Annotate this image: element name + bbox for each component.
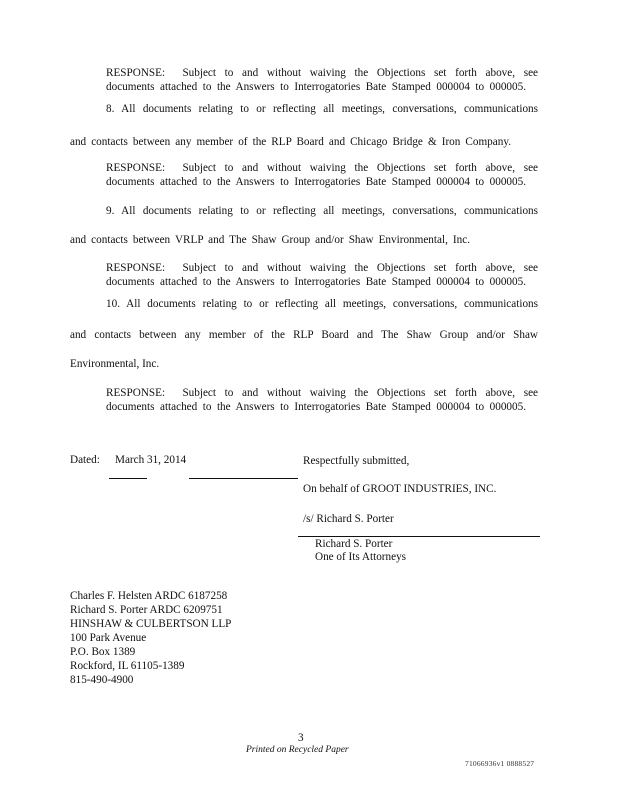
date-value: March 31, 2014 [115,454,187,466]
document-id: 71066936v1 0888527 [465,759,535,768]
response-10-line2: documents attached to the Answers to Interrogatories Bate Stamped 000004 to 000005. [106,401,526,413]
date-underline-short [109,478,147,479]
response-9-line1: RESPONSE: Subject to and without waiving the Objections set forth above, see [106,262,539,274]
address-street: 100 Park Avenue [70,632,147,644]
attorney-line-helsten: Charles F. Helsten ARDC 6187258 [70,590,228,602]
request-8-line2: and contacts between any member of the RLP Board and Chicago Bridge & Iron Company. [70,136,511,148]
request-10-line1: 10. All documents relating to or reflecting all meetings, conversations, communications [106,298,538,310]
request-9-line2: and contacts between VRLP and The Shaw Group and/or Shaw Environmental, Inc. [70,234,470,246]
phone-number: 815-490-4900 [70,674,134,686]
attorney-line-porter: Richard S. Porter ARDC 6209751 [70,604,223,616]
response-10-line1: RESPONSE: Subject to and without waiving the Objections set forth above, see [106,387,539,399]
dated-label: Dated: [70,454,100,466]
law-firm-name: HINSHAW & CULBERTSON LLP [70,618,232,630]
response-9-line2: documents attached to the Answers to Interrogatories Bate Stamped 000004 to 000005. [106,276,526,288]
request-10-line3: Environmental, Inc. [70,358,160,370]
attorney-role: One of Its Attorneys [315,551,407,563]
recycled-paper-note: Printed on Recycled Paper [246,745,349,755]
signature-line [298,536,540,537]
page-number: 3 [298,732,304,744]
request-8-line1: 8. All documents relating to or reflecting all meetings, conversations, communications [106,103,538,115]
request-9-line1: 9. All documents relating to or reflecting all meetings, conversations, communications [106,205,538,217]
response-8-line2: documents attached to the Answers to Interrogatories Bate Stamped 000004 to 000005. [106,176,526,188]
response-8-line1: RESPONSE: Subject to and without waiving the Objections set forth above, see [106,162,539,174]
address-po-box: P.O. Box 1389 [70,646,136,658]
respectfully-submitted: Respectfully submitted, [303,455,410,467]
date-underline-long [189,478,298,479]
response-7-line1: RESPONSE: Subject to and without waiving the Objections set forth above, see [106,67,539,79]
request-10-line2: and contacts between any member of the RLP Board and The Shaw Group and/or Shaw [70,329,538,341]
attorney-name: Richard S. Porter [315,538,393,550]
address-city: Rockford, IL 61105-1389 [70,660,185,672]
e-signature: /s/ Richard S. Porter [303,513,394,525]
on-behalf-of: On behalf of GROOT INDUSTRIES, INC. [303,483,497,495]
response-7-line2: documents attached to the Answers to Interrogatories Bate Stamped 000004 to 000005. [106,81,526,93]
